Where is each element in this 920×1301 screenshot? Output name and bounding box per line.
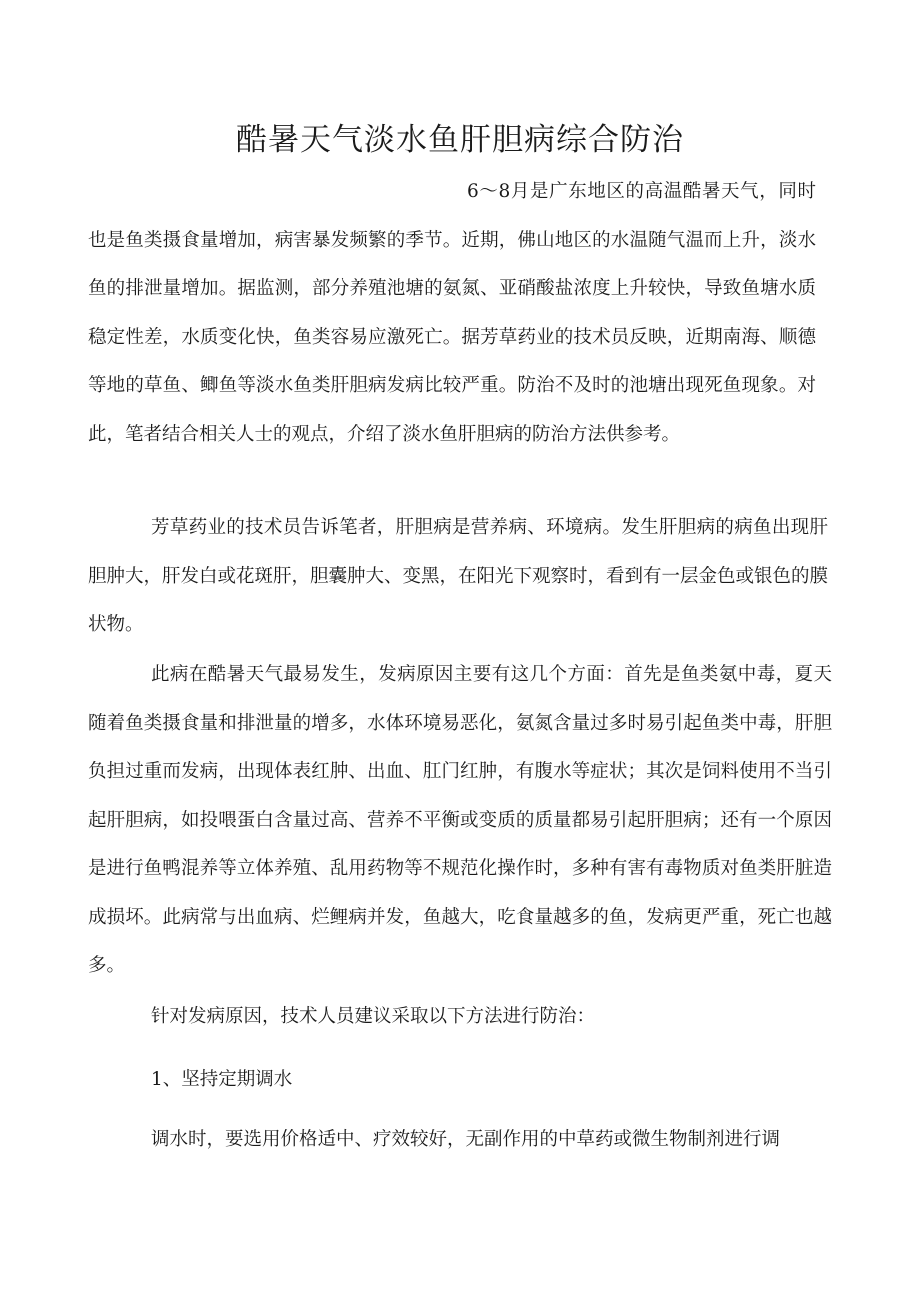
paragraph-causes: 此病在酷暑天气最易发生，发病原因主要有这几个方面：首先是鱼类氨中毒，夏天随着鱼类摄食量和排泄量的增多，水体环境易恶化，氨氮含量过多时易引起鱼类中毒，肝胆负担过重而发病，出现体表红肿、出血、肛门红肿，有腹水等症状；其次是饲料使用不当引起肝胆病，如投喂蛋白含量过高、营养不平衡或变质的质量都易引起肝胆病；还有一个原因是进行鱼鸭混养等立体养殖、乱用药物等不规范化操作时，多种有害有毒物质对鱼类肝脏造成损坏。此病常与出血病、烂鲤病并发，鱼越大，吃食量越多的鱼，发病更严重，死亡也越多。 (88, 664, 832, 976)
section-heading-water-adjustment: 1、坚持定期调水 (151, 1069, 293, 1090)
paragraph-methods-intro: 针对发病原因，技术人员建议采取以下方法进行防治： (151, 1006, 596, 1027)
paragraph-intro: 6～8月是广东地区的高温酷暑天气，同时也是鱼类摄食量增加，病害暴发频繁的季节。近期，佛山地区的水温随气温而上升，淡水鱼的排泄量增加。据监测，部分养殖池塘的氨氮、亚硝酸盐浓度上升较快，导致鱼塘水质稳定性差，水质变化快，鱼类容易应激死亡。据芳草药业的技术员反映，近期南海、顺德等地的草鱼、鲫鱼等淡水鱼类肝胆病发病比较严重。防治不及时的池塘出现死鱼现象。对此，笔者结合相关人士的观点，介绍了淡水鱼肝胆病的防治方法供参考。 (88, 181, 816, 445)
paragraph-symptoms: 芳草药业的技术员告诉笔者，肝胆病是营养病、环境病。发生肝胆病的病鱼出现肝胆肿大，肝发白或花斑肝，胆囊肿大、变黑，在阳光下观察时，看到有一层金色或银色的膜状物。 (88, 517, 829, 635)
document-title: 酷暑天气淡水鱼肝胆病综合防治 (236, 122, 684, 158)
paragraph-water-adjustment: 调水时，要选用价格适中、疗效较好，无副作用的中草药或微生物制剂进行调 (151, 1129, 781, 1150)
